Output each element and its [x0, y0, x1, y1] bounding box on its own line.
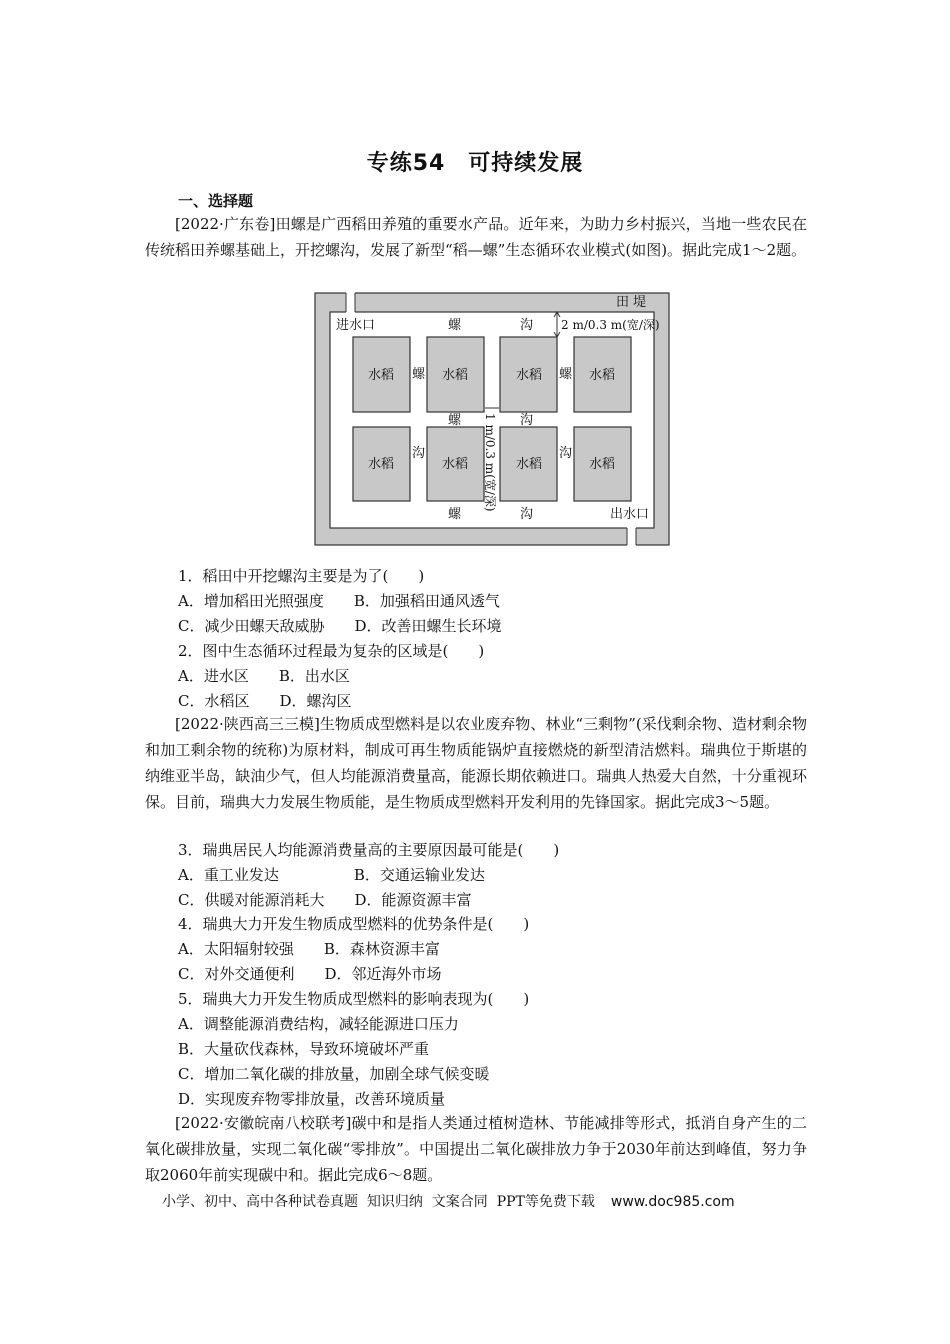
- q4-options-cd: C．对外交通便利 D．邻近海外市场: [178, 965, 442, 983]
- channel-label-gou: 沟: [559, 446, 573, 461]
- section-heading: 一、选择题: [178, 192, 254, 210]
- channel-label-gou: 沟: [520, 413, 534, 428]
- q2-options-cd: C．水稻区 D．螺沟区: [178, 692, 352, 710]
- passage-1: [145, 211, 807, 263]
- page-title: 专练54 可持续发展: [366, 151, 584, 176]
- q4-stem: 4．瑞典大力开发生物质成型燃料的优势条件是( ): [178, 915, 530, 933]
- inlet-label: 进水口: [336, 318, 376, 333]
- passage-2-text: [2022·陕西高三三模]生物质成型燃料是以农业废弃物、林业“三剩物”(采伐剩余物、造材剩余物和加工剩余物的统称)为原材料，制成可再生物质能锅炉直接燃烧的新型清洁燃料。瑞典位于斯堪的纳维亚半岛，缺油少气，但人均能源消费量高，能源长期依赖进口。瑞典人热爱大自然，十分重视环保。目前，瑞典大力发展生物质能，是生物质成型燃料开发利用的先锋国家。据此完成3～5题。: [145, 715, 807, 811]
- paddy-label: 水稻: [441, 368, 469, 383]
- channel-label-gou: 沟: [520, 507, 534, 522]
- passage-1-text: [2022·广东卷]田螺是广西稻田养殖的重要水产品。近年来，为助力乡村振兴，当地一些农民在传统稻田养螺基础上，开挖螺沟，发展了新型“稻—螺”生态循环农业模式(如图)。据此完成1～2题。: [145, 215, 807, 259]
- paddy-label: 水稻: [367, 368, 395, 383]
- q3-options-ab: A．重工业发达 B．交通运输业发达: [178, 866, 485, 884]
- q2-options-ab: A．进水区 B．出水区: [178, 667, 350, 685]
- passage-3-text: [2022·安徽皖南八校联考]碳中和是指人类通过植树造林、节能减排等形式，抵消自身产生的二氧化碳排放量，实现二氧化碳“零排放”。中国提出二氧化碳排放力争于2030年前达到峰值，努力争取2060年前实现碳中和。据此完成6～8题。: [145, 1114, 807, 1184]
- rice-snail-diagram: [314, 292, 670, 546]
- channel-label-luo: 螺: [559, 367, 573, 382]
- channel-label-gou: 沟: [520, 318, 534, 333]
- q5-option-a: A．调整能源消费结构，减轻能源进口压力: [178, 1015, 459, 1033]
- passage-3: [145, 1110, 807, 1188]
- footer-text: 小学、初中、高中各种试卷真题 知识归纳 文案合同 PPT等免费下载: [162, 1194, 595, 1210]
- q3-stem: 3．瑞典居民人均能源消费量高的主要原因最可能是( ): [178, 841, 560, 859]
- channel-label-luo: 螺: [412, 367, 426, 382]
- field-bank-label: 田 堤: [616, 295, 647, 310]
- footer: [162, 1191, 735, 1211]
- footer-site-link[interactable]: www.doc985.com: [610, 1194, 735, 1210]
- paddy-label: 水稻: [588, 457, 616, 472]
- q3-options-cd: C．供暖对能源消耗大 D．能源资源丰富: [178, 891, 472, 909]
- paddy-label: 水稻: [441, 457, 469, 472]
- dimension-top-label: 2 m/0.3 m(宽/深): [561, 318, 660, 332]
- paddy-label: 水稻: [515, 368, 543, 383]
- channel-label-luo: 螺: [448, 318, 462, 333]
- channel-label-gou: 沟: [412, 446, 426, 461]
- passage-2: [145, 711, 807, 815]
- q2-stem: 2．图中生态循环过程最为复杂的区域是( ): [178, 642, 485, 660]
- q4-options-ab: A．太阳辐射较强 B．森林资源丰富: [178, 940, 440, 958]
- q5-option-b: B．大量砍伐森林，导致环境破坏严重: [178, 1040, 430, 1058]
- q1-options-cd: C．减少田螺天敌威胁 D．改善田螺生长环境: [178, 617, 502, 635]
- q5-option-c: C．增加二氧化碳的排放量，加剧全球气候变暖: [178, 1065, 490, 1083]
- dimension-mid-label: 1 m/0.3 m(宽/深): [483, 413, 497, 512]
- q1-options-ab: A．增加稻田光照强度 B．加强稻田通风透气: [178, 592, 500, 610]
- paddy-label: 水稻: [588, 368, 616, 383]
- q5-stem: 5．瑞典大力开发生物质成型燃料的影响表现为( ): [178, 990, 530, 1008]
- q5-option-d: D．实现废弃物零排放量，改善环境质量: [178, 1090, 446, 1108]
- paddy-label: 水稻: [367, 457, 395, 472]
- paddy-label: 水稻: [515, 457, 543, 472]
- outlet-label: 出水口: [610, 507, 650, 522]
- q1-stem: 1．稻田中开挖螺沟主要是为了( ): [178, 567, 425, 585]
- channel-label-luo: 螺: [448, 413, 462, 428]
- channel-label-luo: 螺: [448, 507, 462, 522]
